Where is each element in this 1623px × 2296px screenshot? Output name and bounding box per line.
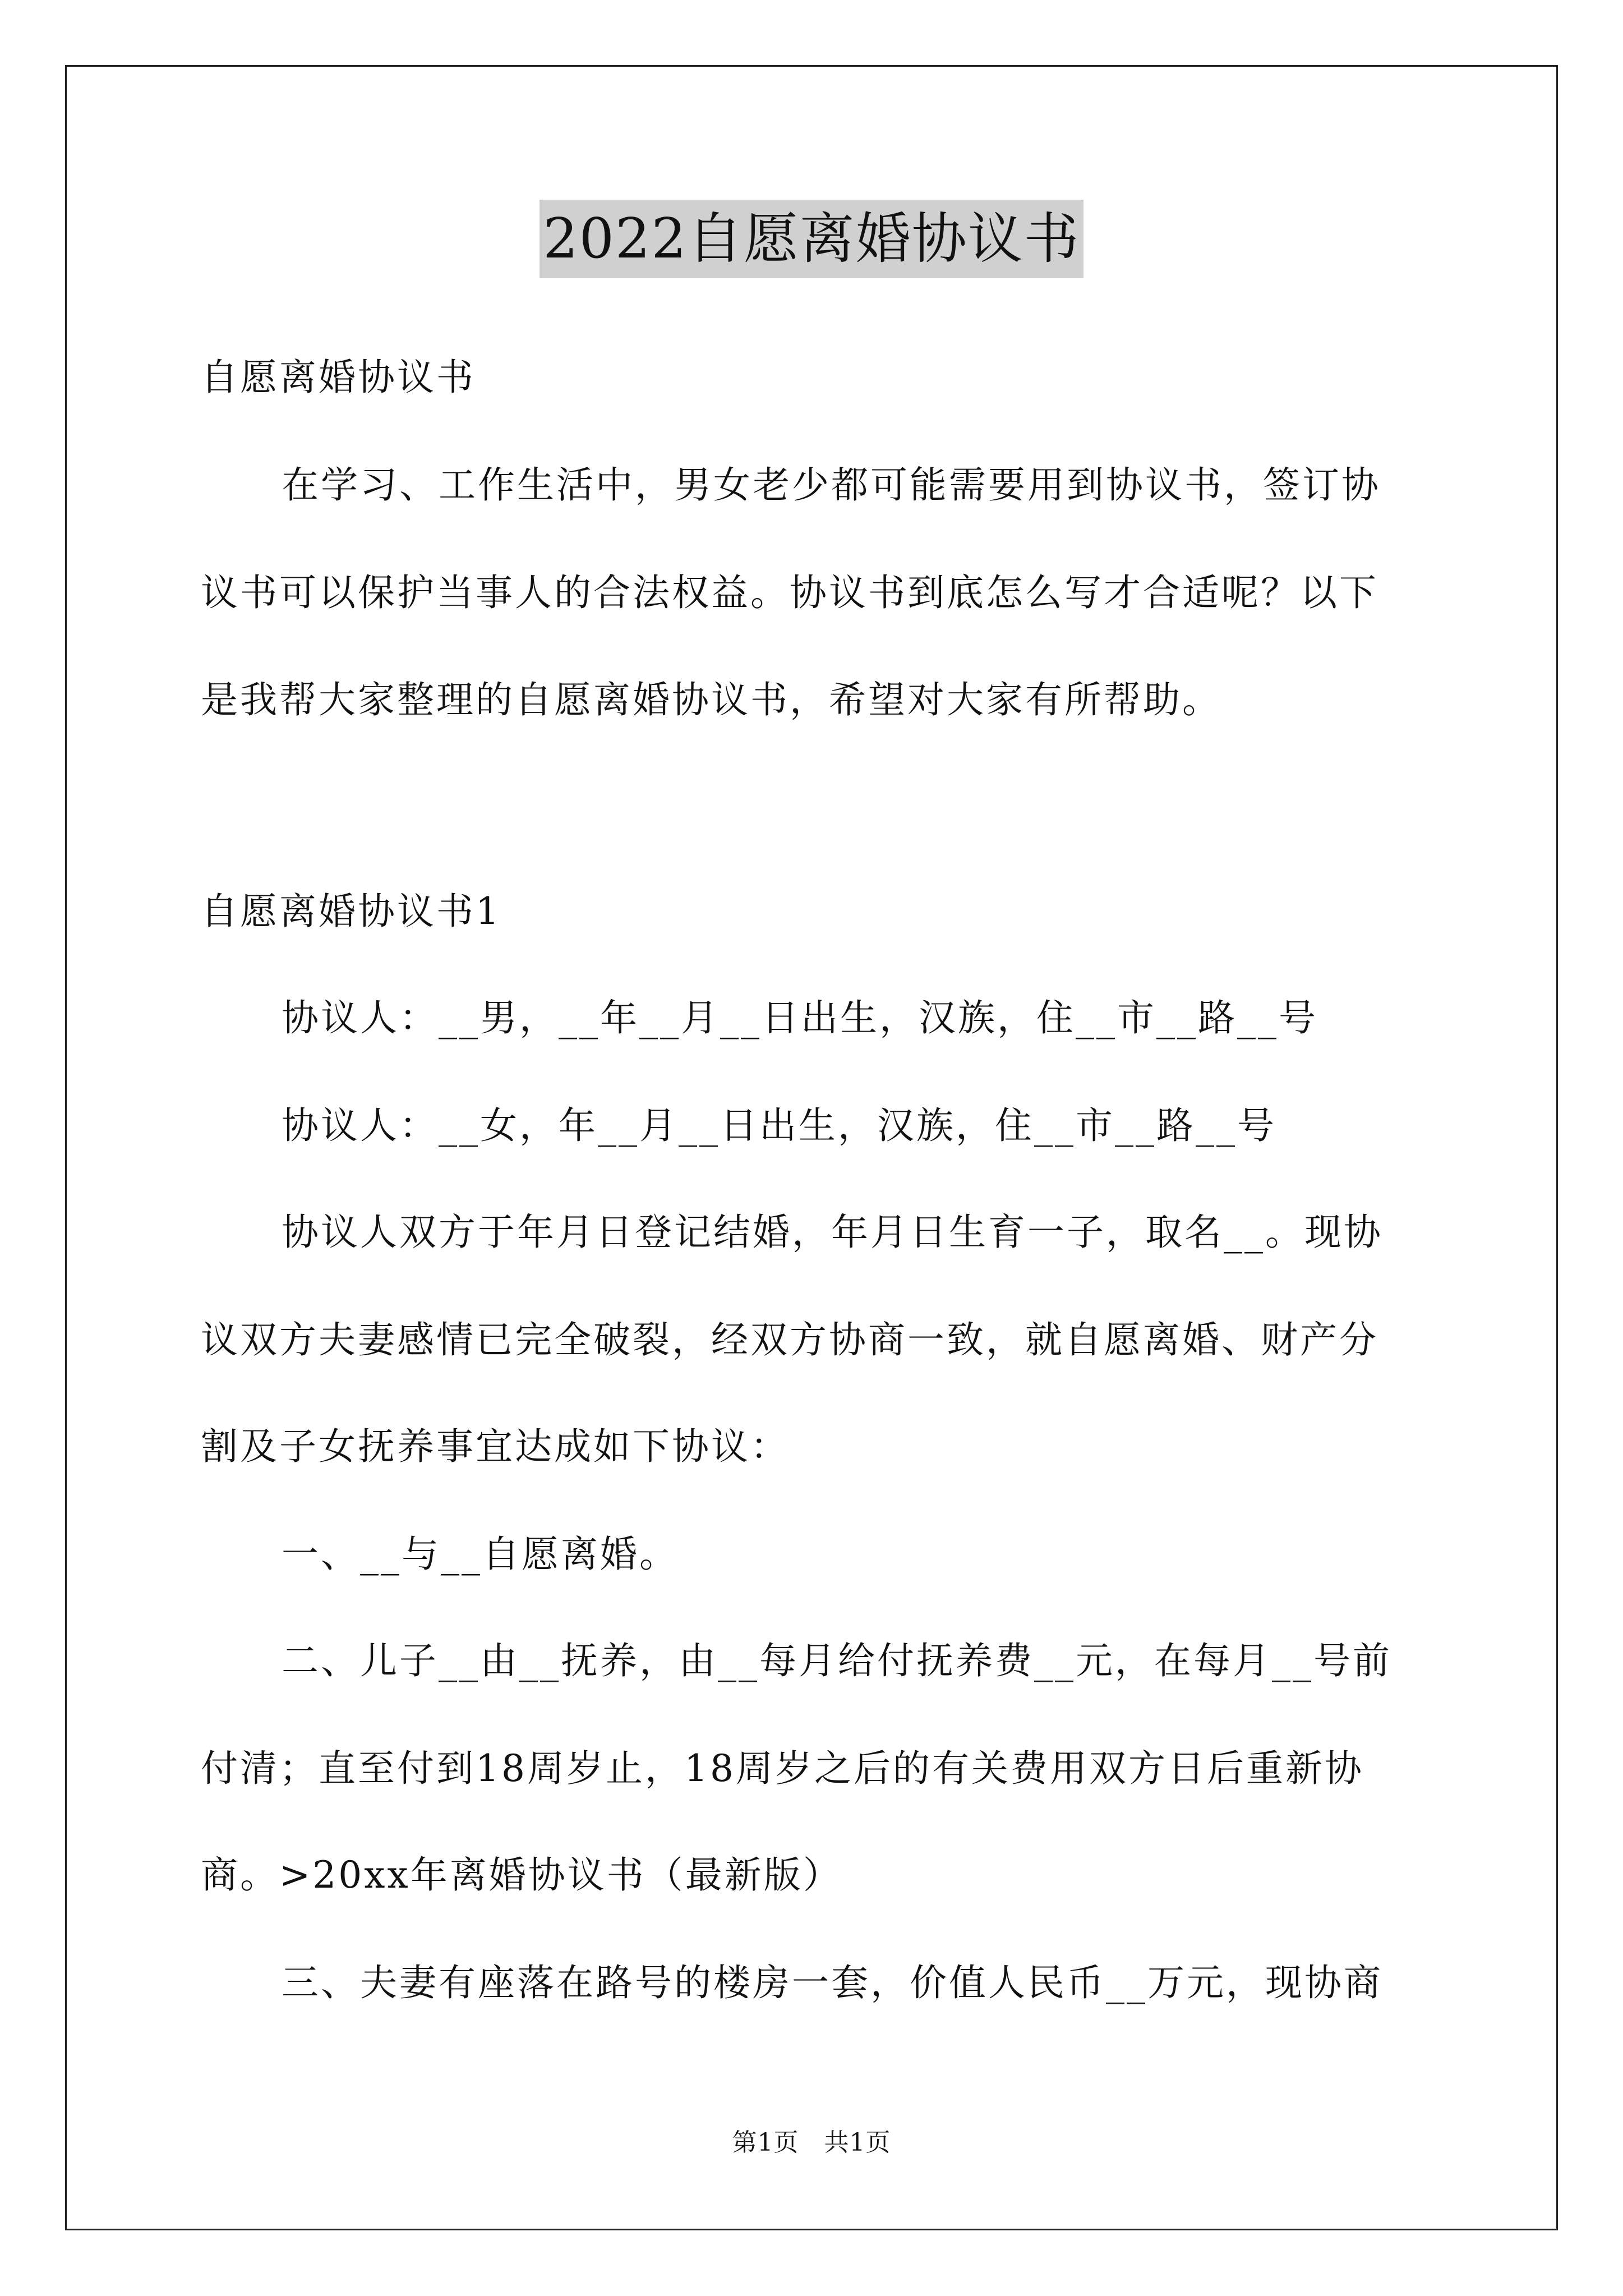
paragraph-line: 二、儿子__由__抚养，由__每月给付抚养费__元，在每月__号前 [282, 1639, 1392, 1682]
section-heading: 自愿离婚协议书1 [201, 890, 501, 933]
paragraph-line: 协议人双方于年月日登记结婚，年月日生育一子，取名__。现协 [282, 1211, 1383, 1254]
paragraph-line: 协议人：__男，__年__月__日出生，汉族，住__市__路__号 [282, 996, 1318, 1039]
page-footer: 第1页 共1页 [732, 2128, 891, 2157]
paragraph-line: 在学习、工作生活中，男女老少都可能需要用到协议书，签订协 [282, 463, 1381, 507]
subtitle-line: 自愿离婚协议书 [201, 356, 476, 399]
document-title: 2022自愿离婚协议书 [540, 200, 1083, 278]
paragraph-line: 三、夫妻有座落在路号的楼房一套，价值人民币__万元，现协商 [282, 1961, 1383, 2004]
paragraph-line: 付清；直至付到18周岁止，18周岁之后的有关费用双方日后重新协 [201, 1747, 1364, 1790]
paragraph-line: 协议人：__女，年__月__日出生，汉族，住__市__路__号 [282, 1104, 1276, 1147]
paragraph-line: 一、__与__自愿离婚。 [282, 1533, 679, 1576]
paragraph-line: 商。>20xx年离婚协议书（最新版） [201, 1853, 842, 1897]
paragraph-line: 是我帮大家整理的自愿离婚协议书，希望对大家有所帮助。 [201, 678, 1221, 721]
title-container [0, 200, 1623, 278]
paragraph-line: 议双方夫妻感情已完全破裂，经双方协商一致，就自愿离婚、财产分 [201, 1318, 1378, 1361]
paragraph-line: 割及子女抚养事宜达成如下协议： [201, 1425, 790, 1468]
paragraph-line: 议书可以保护当事人的合法权益。协议书到底怎么写才合适呢？以下 [201, 571, 1378, 614]
